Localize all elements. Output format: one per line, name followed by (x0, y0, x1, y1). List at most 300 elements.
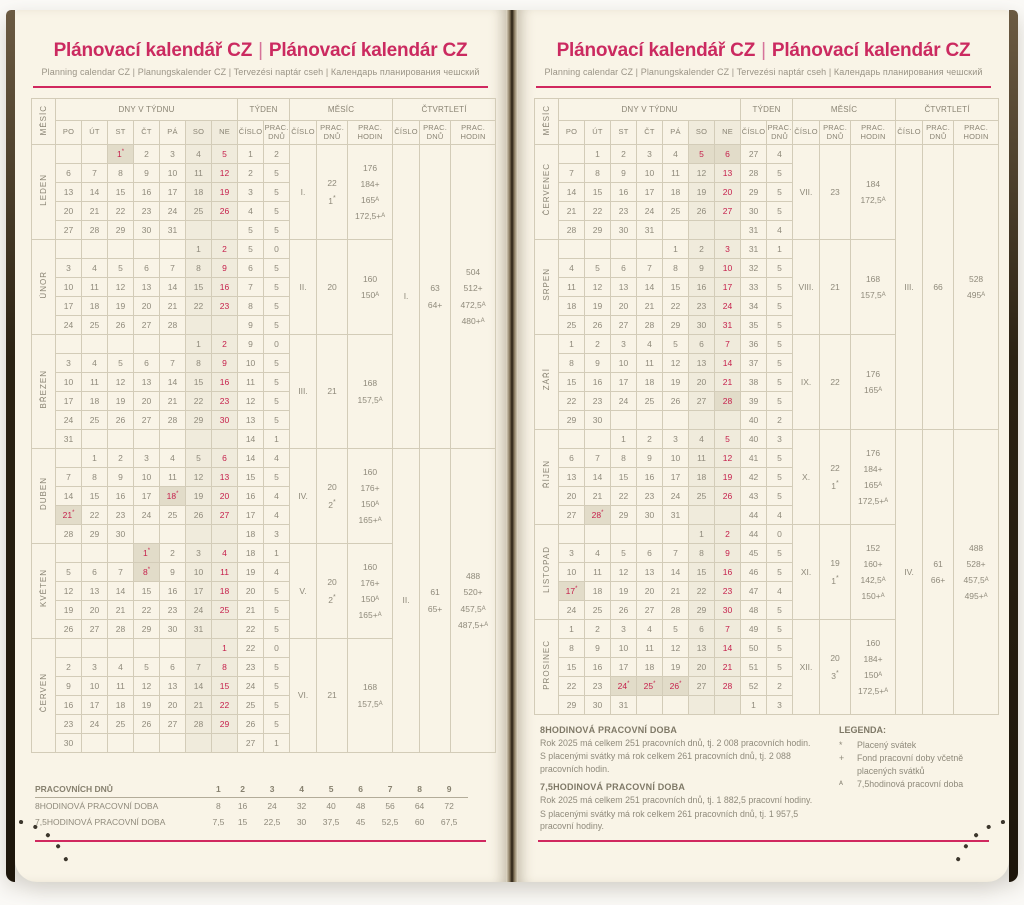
week-number-cell: 18 (238, 544, 264, 563)
header-quarter-workdays: PRAC. DNŮ (420, 121, 451, 145)
header-day-út: ÚT (585, 121, 611, 145)
day-cell (186, 639, 212, 658)
day-cell: 9 (637, 449, 663, 468)
workdays-table-value: 15 (237, 817, 248, 827)
header-week-workdays: PRAC. DNŮ (767, 121, 793, 145)
week-workdays-cell: 5 (264, 411, 290, 430)
day-cell: 16 (637, 468, 663, 487)
day-cell: 27 (134, 316, 160, 335)
day-cell (82, 639, 108, 658)
day-cell: 14 (585, 468, 611, 487)
day-cell: 14 (715, 639, 741, 658)
day-cell: 27 (611, 316, 637, 335)
week-workdays-cell: 0 (264, 639, 290, 658)
day-cell (186, 734, 212, 753)
day-cell: 16 (160, 582, 186, 601)
day-cell: 8 (559, 639, 585, 658)
workdays-table (35, 781, 468, 830)
week-number-cell: 28 (741, 164, 767, 183)
day-cell (82, 544, 108, 563)
day-cell: 5 (689, 145, 715, 164)
day-cell: 16 (212, 373, 238, 392)
day-cell: 25 (82, 316, 108, 335)
month-name-label: ČERVENEC (541, 163, 551, 216)
week-workdays-cell: 5 (767, 563, 793, 582)
day-cell: 28 (160, 411, 186, 430)
day-cell: 13 (559, 468, 585, 487)
day-cell: 25 (212, 601, 238, 620)
month-hours-cell: 168 157,5ᴬ (851, 240, 896, 335)
day-cell: 28* (585, 506, 611, 525)
day-cell: 17 (611, 658, 637, 677)
day-cell: 2 (715, 525, 741, 544)
day-cell: 17 (134, 487, 160, 506)
day-cell: 29 (559, 411, 585, 430)
day-cell: 25 (585, 601, 611, 620)
day-cell: 8 (663, 259, 689, 278)
day-cell: 30 (160, 620, 186, 639)
day-cell: 22 (559, 392, 585, 411)
legend-symbol: ᴬ (839, 779, 843, 790)
day-cell: 14 (56, 487, 82, 506)
header-day-po: PO (56, 121, 82, 145)
week-number-cell: 18 (238, 525, 264, 544)
day-cell (160, 430, 186, 449)
header-month-workhours: PRAC. HODIN (851, 121, 896, 145)
day-cell: 12 (689, 164, 715, 183)
day-cell: 23 (134, 202, 160, 221)
day-cell: 1 (186, 240, 212, 259)
day-cell (715, 506, 741, 525)
day-cell: 27 (82, 620, 108, 639)
legend-title: LEGENDA: (839, 724, 886, 735)
workdays-table-value: 40 (326, 801, 336, 811)
day-cell: 26 (108, 316, 134, 335)
day-cell: 10 (82, 677, 108, 696)
day-cell: 15 (689, 563, 715, 582)
month-number-cell: XII. (793, 620, 820, 715)
day-cell: 26 (186, 506, 212, 525)
day-cell: 18 (108, 696, 134, 715)
day-cell: 13 (715, 164, 741, 183)
day-cell: 4 (212, 544, 238, 563)
week-workdays-cell: 4 (264, 487, 290, 506)
day-cell: 10 (715, 259, 741, 278)
header-quarter-group: ČTVRTLETÍ (896, 99, 999, 121)
week-number-cell: 26 (238, 715, 264, 734)
day-cell: 24 (82, 715, 108, 734)
day-cell: 17 (160, 183, 186, 202)
header-quarter-workdays: PRAC. DNŮ (923, 121, 954, 145)
header-month-num: ČÍSLO (793, 121, 820, 145)
day-cell: 13 (212, 468, 238, 487)
day-cell: 25 (559, 316, 585, 335)
day-cell: 24 (611, 392, 637, 411)
calendar-table (534, 98, 999, 715)
day-cell: 6 (212, 449, 238, 468)
day-cell: 18 (637, 658, 663, 677)
day-cell (134, 525, 160, 544)
week-workdays-cell: 5 (767, 278, 793, 297)
day-cell: 26 (108, 411, 134, 430)
day-cell: 18 (82, 297, 108, 316)
day-cell: 21 (585, 487, 611, 506)
day-cell: 1 (212, 639, 238, 658)
day-cell: 18* (160, 487, 186, 506)
day-cell (186, 221, 212, 240)
day-cell: 20 (715, 183, 741, 202)
month-name-label: SRPEN (541, 268, 551, 301)
day-cell: 19 (212, 183, 238, 202)
header-month-side (32, 99, 56, 145)
workdays-table-value: 45 (355, 817, 366, 827)
day-cell (212, 430, 238, 449)
day-cell: 5 (585, 259, 611, 278)
day-cell: 29 (186, 411, 212, 430)
day-cell: 5 (611, 544, 637, 563)
week-workdays-cell: 2 (264, 145, 290, 164)
day-cell: 15 (134, 582, 160, 601)
month-hours-cell: 176 165ᴬ (851, 335, 896, 430)
day-cell: 29 (108, 221, 134, 240)
day-cell: 12 (663, 639, 689, 658)
day-cell: 23 (585, 677, 611, 696)
day-cell: 24 (637, 202, 663, 221)
month-workdays-cell: 22 1* (820, 430, 851, 525)
day-cell: 1 (663, 240, 689, 259)
header-day-pá: PÁ (663, 121, 689, 145)
month-number-cell: III. (290, 335, 317, 449)
week-workdays-cell: 3 (264, 525, 290, 544)
week-number-cell: 52 (741, 677, 767, 696)
day-cell: 9 (212, 259, 238, 278)
week-number-cell: 31 (741, 240, 767, 259)
day-cell (56, 145, 82, 164)
day-cell: 19 (689, 183, 715, 202)
calendar-table-right-wrap (518, 88, 1009, 715)
header-day-út: ÚT (82, 121, 108, 145)
day-cell: 22 (82, 506, 108, 525)
header-days-group: DNY V TÝDNU (559, 99, 741, 121)
header-week-workdays: PRAC. DNŮ (264, 121, 290, 145)
day-cell (134, 240, 160, 259)
workdays-table-value: 60 (414, 817, 425, 827)
day-cell: 2 (160, 544, 186, 563)
day-cell: 22 (212, 696, 238, 715)
workdays-table-col-header: 5 (312, 781, 350, 798)
day-cell: 17 (663, 468, 689, 487)
day-cell: 13 (611, 278, 637, 297)
day-cell: 9 (715, 544, 741, 563)
day-cell: 9 (689, 259, 715, 278)
day-cell: 3 (559, 544, 585, 563)
day-cell (689, 221, 715, 240)
day-cell (663, 696, 689, 715)
week-workdays-cell: 2 (767, 677, 793, 696)
week-number-cell: 27 (238, 734, 264, 753)
day-cell: 6 (689, 335, 715, 354)
day-cell: 21 (186, 696, 212, 715)
day-cell: 27 (689, 677, 715, 696)
day-cell: 16 (56, 696, 82, 715)
day-cell: 20 (611, 297, 637, 316)
month-name-label: DUBEN (38, 476, 48, 510)
week-number-cell: 40 (741, 411, 767, 430)
day-cell: 21* (56, 506, 82, 525)
day-cell: 31 (663, 506, 689, 525)
month-workdays-cell: 22 (820, 335, 851, 430)
day-cell (160, 525, 186, 544)
day-cell: 7 (82, 164, 108, 183)
day-cell (108, 639, 134, 658)
day-cell: 25 (82, 411, 108, 430)
week-workdays-cell: 5 (767, 487, 793, 506)
quarter-workdays-cell: 61 65+ (420, 449, 451, 753)
week-number-cell: 34 (741, 297, 767, 316)
header-month-side-label: MĚSÍC (38, 105, 48, 136)
day-cell: 8 (108, 164, 134, 183)
header-week-num: ČÍSLO (741, 121, 767, 145)
day-cell: 14 (559, 183, 585, 202)
workdays-table-row-label: 7,5HODINOVÁ PRACOVNÍ DOBA (35, 817, 166, 827)
day-cell: 7 (559, 164, 585, 183)
day-cell: 7 (160, 259, 186, 278)
week-number-cell: 13 (238, 411, 264, 430)
page-subtitle: Planning calendar CZ | Planungskalender CZ | Tervezési naptár cseh | Календарь планирования чешский (544, 67, 983, 77)
day-cell: 9 (160, 563, 186, 582)
week-number-cell: 37 (741, 354, 767, 373)
day-cell: 25 (160, 506, 186, 525)
week-number-cell: 5 (238, 240, 264, 259)
day-cell: 10 (134, 468, 160, 487)
week-workdays-cell: 4 (264, 563, 290, 582)
day-cell (559, 145, 585, 164)
month-number-cell: XI. (793, 525, 820, 620)
month-name-label: LISTOPAD (541, 546, 551, 593)
day-cell: 7 (715, 620, 741, 639)
workdays-table-value: 37,5 (322, 817, 340, 827)
day-cell: 5 (108, 354, 134, 373)
day-cell: 26 (212, 202, 238, 221)
day-cell: 21 (637, 297, 663, 316)
day-cell: 26 (663, 392, 689, 411)
day-cell: 4 (585, 544, 611, 563)
day-cell: 14 (160, 373, 186, 392)
month-hours-cell: 152 160+ 142,5ᴬ 150+ᴬ (851, 525, 896, 620)
week-number-cell: 44 (741, 506, 767, 525)
month-name-cell (535, 240, 559, 335)
day-cell (108, 240, 134, 259)
day-cell: 20 (559, 487, 585, 506)
day-cell: 3 (186, 544, 212, 563)
header-week-group: TÝDEN (238, 99, 290, 121)
day-cell: 19 (663, 373, 689, 392)
day-cell: 28 (82, 221, 108, 240)
day-cell: 28 (186, 715, 212, 734)
day-cell: 3 (56, 259, 82, 278)
day-cell: 2 (689, 240, 715, 259)
week-number-cell: 9 (238, 335, 264, 354)
day-cell: 24 (663, 487, 689, 506)
day-cell: 24* (611, 677, 637, 696)
day-cell: 4 (82, 259, 108, 278)
day-cell: 15 (108, 183, 134, 202)
week-workdays-cell: 5 (264, 658, 290, 677)
week-number-cell: 48 (741, 601, 767, 620)
day-cell: 15 (611, 468, 637, 487)
calendar-table-left-wrap (15, 88, 506, 753)
legend-item (839, 739, 995, 752)
day-cell: 31 (56, 430, 82, 449)
day-cell: 26 (134, 715, 160, 734)
day-cell: 11 (186, 164, 212, 183)
week-number-cell: 25 (238, 696, 264, 715)
month-name-cell (32, 145, 56, 240)
day-cell: 28 (637, 316, 663, 335)
day-cell: 6 (160, 658, 186, 677)
day-cell: 11 (585, 563, 611, 582)
day-cell: 31 (611, 696, 637, 715)
day-cell (637, 696, 663, 715)
day-cell: 13 (134, 373, 160, 392)
week-number-cell: 16 (238, 487, 264, 506)
day-cell: 28 (715, 392, 741, 411)
workdays-table-row-label: 8HODINOVÁ PRACOVNÍ DOBA (35, 801, 159, 811)
day-cell: 17 (186, 582, 212, 601)
quarter-workdays-cell: 63 64+ (420, 145, 451, 449)
day-cell (82, 430, 108, 449)
week-number-cell: 51 (741, 658, 767, 677)
day-cell: 26 (56, 620, 82, 639)
day-cell: 4 (108, 658, 134, 677)
day-cell: 6 (82, 563, 108, 582)
week-workdays-cell: 5 (264, 183, 290, 202)
day-cell: 21 (715, 658, 741, 677)
day-cell: 10 (186, 563, 212, 582)
day-cell: 28 (559, 221, 585, 240)
open-planner-book (6, 10, 1018, 882)
month-name-cell (535, 620, 559, 715)
day-cell: 16 (108, 487, 134, 506)
day-cell: 11 (108, 677, 134, 696)
day-cell: 9 (585, 639, 611, 658)
day-cell: 7 (160, 354, 186, 373)
day-cell: 31 (186, 620, 212, 639)
day-cell: 31 (715, 316, 741, 335)
week-number-cell: 46 (741, 563, 767, 582)
month-name-cell (535, 525, 559, 620)
quarter-hours-cell: 488 520+ 457,5ᴬ 487,5+ᴬ (451, 449, 496, 753)
day-cell (637, 525, 663, 544)
week-number-cell: 40 (741, 430, 767, 449)
week-number-cell: 2 (238, 164, 264, 183)
month-number-cell: X. (793, 430, 820, 525)
month-number-cell: VI. (290, 639, 317, 753)
day-cell (186, 430, 212, 449)
week-workdays-cell: 4 (767, 506, 793, 525)
day-cell: 24 (559, 601, 585, 620)
header-day-po: PO (559, 121, 585, 145)
day-cell: 28 (56, 525, 82, 544)
month-hours-cell: 160 150ᴬ (348, 240, 393, 335)
day-cell: 14 (160, 278, 186, 297)
day-cell: 14 (715, 354, 741, 373)
day-cell: 15 (212, 677, 238, 696)
week-number-cell: 50 (741, 639, 767, 658)
day-cell: 27 (212, 506, 238, 525)
book-cover-edge-right (1009, 10, 1018, 882)
month-number-cell: V. (290, 544, 317, 639)
week-number-cell: 20 (238, 582, 264, 601)
day-cell: 21 (559, 202, 585, 221)
day-cell: 19 (611, 582, 637, 601)
day-cell: 2 (637, 430, 663, 449)
summary-8h-title: 8HODINOVÁ PRACOVNÍ DOBA (540, 724, 678, 735)
day-cell: 30 (611, 221, 637, 240)
week-workdays-cell: 5 (767, 335, 793, 354)
day-cell: 8 (82, 468, 108, 487)
day-cell: 1 (611, 430, 637, 449)
day-cell: 26 (585, 316, 611, 335)
page-left (15, 10, 506, 882)
month-hours-cell: 168 157,5ᴬ (348, 335, 393, 449)
day-cell: 9 (611, 164, 637, 183)
week-workdays-cell: 5 (264, 259, 290, 278)
day-cell: 8* (134, 563, 160, 582)
day-cell (585, 525, 611, 544)
month-workdays-cell: 19 1* (820, 525, 851, 620)
day-cell: 1 (186, 335, 212, 354)
week-workdays-cell: 5 (767, 202, 793, 221)
day-cell: 2 (585, 620, 611, 639)
week-workdays-cell: 5 (264, 601, 290, 620)
day-cell (663, 525, 689, 544)
day-cell: 1 (82, 449, 108, 468)
week-number-cell: 47 (741, 582, 767, 601)
day-cell: 29 (611, 506, 637, 525)
month-number-cell: II. (290, 240, 317, 335)
week-number-cell: 1 (741, 696, 767, 715)
day-cell: 22 (611, 487, 637, 506)
day-cell: 22 (689, 582, 715, 601)
day-cell: 1* (134, 544, 160, 563)
day-cell (689, 506, 715, 525)
day-cell (212, 316, 238, 335)
header-days-group: DNY V TÝDNU (56, 99, 238, 121)
quarter-workdays-cell: 66 (923, 145, 954, 430)
day-cell: 6 (134, 259, 160, 278)
month-number-cell: IV. (290, 449, 317, 544)
day-cell: 10 (611, 639, 637, 658)
week-workdays-cell: 4 (767, 221, 793, 240)
week-number-cell: 15 (238, 468, 264, 487)
week-workdays-cell: 5 (264, 221, 290, 240)
workdays-table-value: 56 (385, 801, 395, 811)
header-day-čt: ČT (134, 121, 160, 145)
day-cell: 11 (82, 278, 108, 297)
day-cell: 21 (160, 297, 186, 316)
week-workdays-cell: 4 (264, 449, 290, 468)
month-hours-cell: 176 184+ 165ᴬ 172,5+ᴬ (348, 145, 393, 240)
week-number-cell: 39 (741, 392, 767, 411)
day-cell: 31 (637, 221, 663, 240)
week-workdays-cell: 1 (264, 734, 290, 753)
day-cell: 2 (585, 335, 611, 354)
day-cell: 8 (212, 658, 238, 677)
day-cell: 12 (611, 563, 637, 582)
day-cell: 22 (186, 392, 212, 411)
summary-8h-line1: Rok 2025 má celkem 251 pracovních dnů, tj. 2 008 pracovních hodin. (540, 737, 811, 748)
